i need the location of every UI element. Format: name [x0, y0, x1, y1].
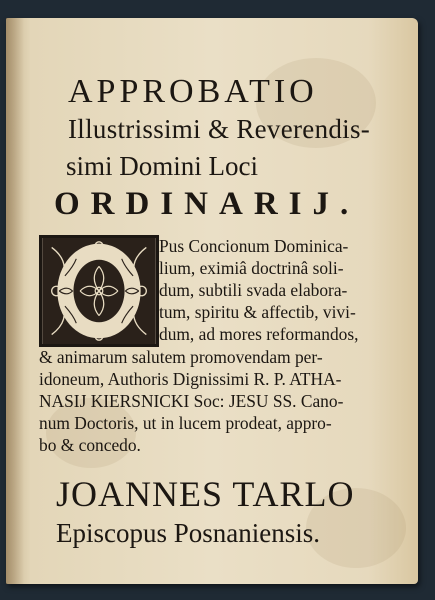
ornamental-drop-cap: [39, 235, 159, 347]
body-text-line: dum, ad mores reformandos,: [159, 324, 359, 344]
body-text-line: Pus Concionum Dominica-: [159, 236, 349, 256]
book-page: [6, 18, 418, 584]
body-text-line: & animarum salutem promovendam per-: [39, 347, 323, 367]
body-text-line: num Doctoris, ut in lucem prodeat, appro-: [39, 413, 332, 433]
body-text-line: dum, subtili svada elabora-: [159, 280, 348, 300]
body-text-line: tum, spiritu & affectib, vivi-: [159, 302, 356, 322]
approbation-subtitle-line-3: ORDINARIJ.: [54, 186, 360, 222]
approbation-subtitle-line-2: simi Domini Loci: [66, 151, 258, 181]
signatory-title: Episcopus Posnaniensis.: [56, 518, 321, 548]
approbation-title: APPROBATIO: [68, 73, 318, 110]
signatory-name: JOANNES TARLO: [56, 474, 355, 514]
body-text-line: idoneum, Authoris Dignissimi R. P. ATHA-: [39, 369, 342, 389]
approbation-subtitle-line-1: Illustrissimi & Reverendis-: [68, 114, 371, 144]
body-text-line: lium, eximiâ doctrinâ soli-: [159, 258, 344, 278]
body-text-line: NASIJ KIERSNICKI Soc: JESU SS. Cano-: [39, 391, 344, 411]
body-text-line: bo & concedo.: [39, 435, 141, 455]
ornament-o-icon: [42, 238, 156, 344]
